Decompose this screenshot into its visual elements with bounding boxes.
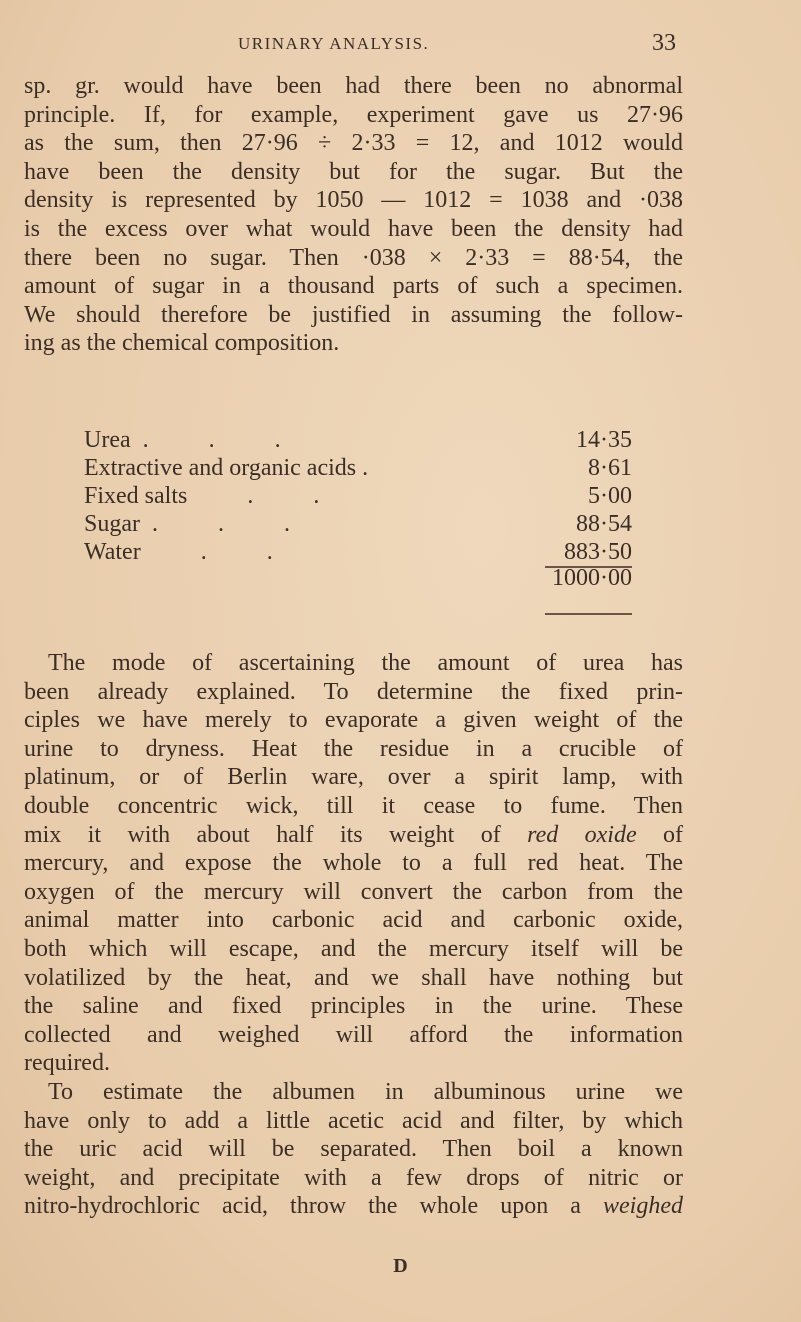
paragraph-line: [24, 1192, 683, 1220]
text-run: the saline and fixed principles in the urine. These: [24, 993, 683, 1020]
text-run: ciples we have merely to evaporate a given weight of the: [24, 707, 683, 734]
text-run: weight, and precipitate with a few drops of nitric or: [24, 1164, 683, 1191]
page-number: 33: [652, 30, 676, 56]
bottom-rule: [545, 613, 632, 615]
text-run: oxygen of the mercury will convert the carbon from the: [24, 878, 683, 905]
composition-row: [84, 482, 632, 510]
composition-row: [84, 426, 632, 454]
italic-text: weighed: [603, 1193, 683, 1220]
composition-row: [84, 454, 632, 482]
component-value: 8·61: [588, 455, 632, 481]
text-run: mix it with about half its weight of: [24, 821, 528, 848]
paragraph-line: [24, 935, 683, 963]
paragraph-line: [24, 678, 683, 706]
component-name: Fixed salts . .: [84, 483, 320, 509]
text-run: of: [636, 821, 683, 848]
paragraph-line: [24, 821, 683, 849]
text-run: volatilized by the heat, and we shall have nothing but: [24, 964, 683, 991]
text-run: have only to add a little acetic acid and filter, by which: [24, 1107, 683, 1134]
paragraph-line: ing as the chemical composition.: [24, 330, 340, 357]
component-value: 88·54: [576, 511, 632, 537]
paragraph-line: have been the density but for the sugar. But the: [24, 158, 683, 185]
component-name: Sugar . . .: [84, 511, 290, 537]
text-run: collected and weighed will afford the information: [24, 1021, 683, 1048]
composition-row: [84, 538, 632, 566]
paragraph-line: [24, 763, 683, 791]
paragraph-line: [48, 649, 683, 677]
text-run: platinum, or of Berlin ware, over a spirit lamp, with: [24, 764, 683, 791]
paragraph-line: density is represented by 1050 — 1012 = 1038 and ·038: [24, 187, 683, 214]
paragraph-line: as the sum, then 27·96 ÷ 2·33 = 12, and 1012 would: [24, 130, 683, 157]
composition-row: [84, 510, 632, 538]
paragraph-line: [24, 1164, 683, 1192]
italic-text: red oxide: [527, 821, 637, 848]
paragraph-line: [24, 992, 683, 1020]
component-value: 5·00: [588, 483, 632, 509]
component-name: Water . .: [84, 539, 273, 565]
paragraph-line: [24, 706, 683, 734]
paragraph-line: [24, 735, 683, 763]
paragraph-line: principle. If, for example, experiment gave us 27·96: [24, 101, 683, 128]
text-run: animal matter into carbonic acid and carbonic oxide,: [24, 907, 683, 934]
page-header: [0, 30, 801, 60]
paragraph-line: [24, 1049, 683, 1077]
paragraph-line: [24, 964, 683, 992]
paragraph-line: [24, 1107, 683, 1135]
text-run: the uric acid will be separated. Then boil a known: [24, 1136, 683, 1163]
component-value: 14·35: [576, 427, 632, 453]
text-run: urine to dryness. Heat the residue in a crucible of: [24, 735, 683, 762]
paragraph-line: there been no sugar. Then ·038 × 2·33 = 88·54, the: [24, 244, 683, 271]
signature-mark: D: [393, 1255, 408, 1277]
paragraph-line: [24, 906, 683, 934]
component-value: 883·50: [564, 539, 632, 565]
text-run: To estimate the albumen in albuminous urine we: [48, 1079, 683, 1105]
component-name: Extractive and organic acids .: [84, 455, 369, 481]
paragraph-line: [48, 1078, 683, 1106]
text-run: The mode of ascertaining the amount of urea has: [48, 650, 683, 676]
text-run: required.: [24, 1050, 110, 1077]
running-title: URINARY ANALYSIS.: [238, 34, 430, 53]
text-run: both which will escape, and the mercury itself will be: [24, 936, 683, 962]
paragraph-line: We should therefore be justified in assuming the follow-: [24, 301, 683, 328]
paragraph-line: [24, 849, 683, 877]
text-run: been already explained. To determine the fixed prin-: [24, 678, 683, 705]
paragraph-line: is the excess over what would have been the density had: [24, 216, 683, 242]
total-row: [84, 564, 632, 592]
paragraph-line: [24, 1135, 683, 1163]
paragraph-line: sp. gr. would have been had there been no abnormal: [24, 73, 683, 99]
paragraph-line: [24, 878, 683, 906]
paragraph-line: [24, 1021, 683, 1049]
total-value: 1000·00: [552, 565, 632, 591]
text-run: double concentric wick, till it cease to fume. Then: [24, 793, 683, 819]
component-name: Urea . . .: [84, 427, 281, 453]
paragraph-line: [24, 792, 683, 820]
text-run: nitro-hydrochloric acid, throw the whole upon a: [24, 1193, 604, 1220]
paragraph-line: amount of sugar in a thousand parts of such a specimen.: [24, 273, 683, 300]
text-run: mercury, and expose the whole to a full red heat. The: [24, 850, 683, 877]
